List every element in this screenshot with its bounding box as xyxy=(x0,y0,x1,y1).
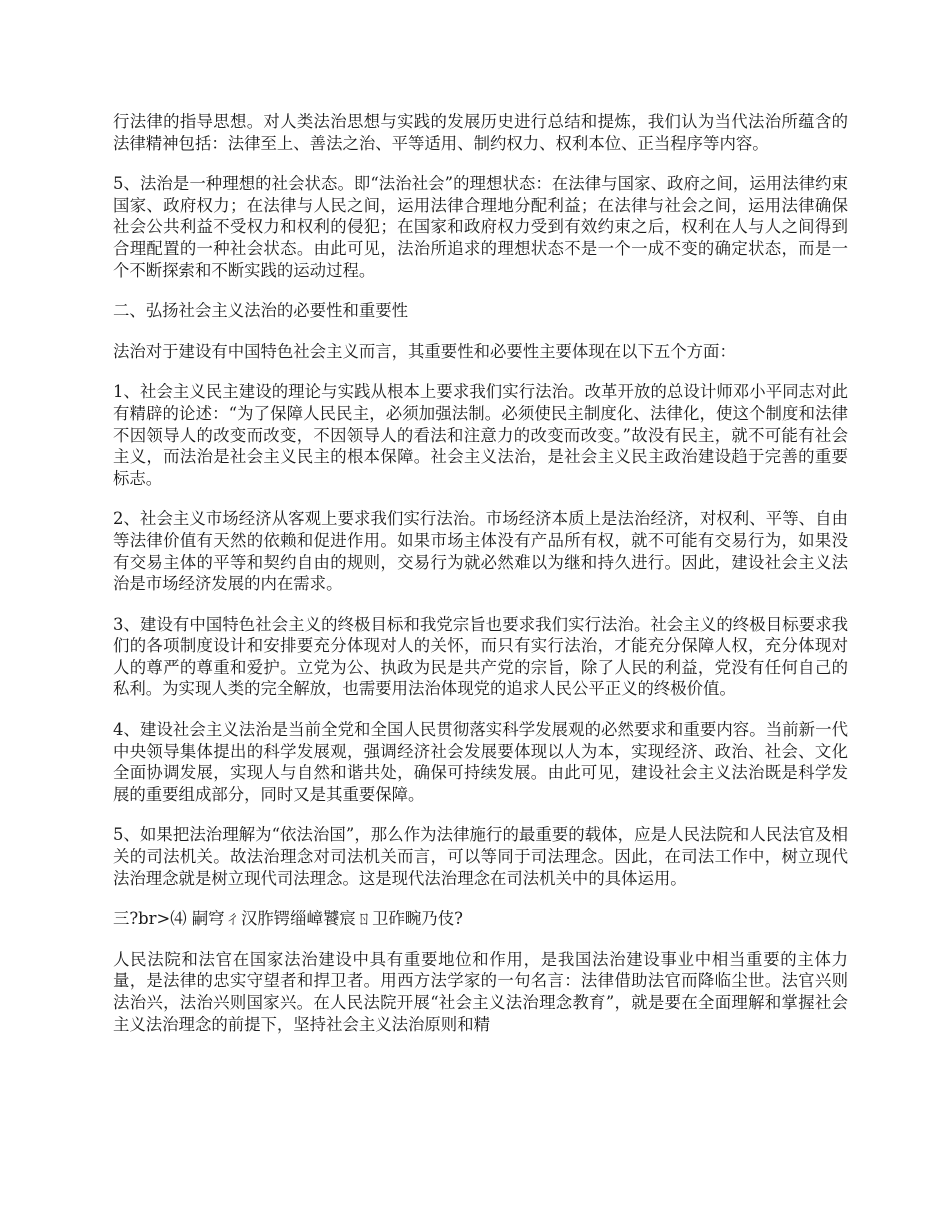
paragraph-courts-and-judges: 人民法院和法官在国家法治建设中具有重要地位和作用，是我国法治建设事业中相当重要的主体力量，是法律的忠实守望者和捍卫者。用西方法学家的一句名言：法律借助法官而降临尘世。法官兴则法治兴，法治兴则国家兴。在人民法院开展“社会主义法治理念教育”，就是要在全面理解和掌握社会主义法治理念的前提下，坚持社会主义法治原则和精 xyxy=(113,949,848,1034)
paragraph-point-3-ultimate-goal: 3、建设有中国特色社会主义的终极目标和我党宗旨也要求我们实行法治。社会主义的终极目标要求我们的各项制度设计和安排要充分体现对人的关怀，而只有实行法治，才能充分保障人权，充分体现对人的尊严的尊重和爱护。立党为公、执政为民是共产党的宗旨，除了人民的利益，党没有任何自己的私利。为实现人类的完全解放，也需要用法治体现党的追求人民公平正义的终极价值。 xyxy=(113,614,848,699)
document-body xyxy=(113,111,848,1054)
paragraph-point-2-market-economy: 2、社会主义市场经济从客观上要求我们实行法治。市场经济本质上是法治经济，对权利、平等、自由等法律价值有天然的依赖和促进作用。如果市场主体没有产品所有权，就不可能有交易行为，如果没有交易主体的平等和契约自由的规则，交易行为就必然难以为继和持久进行。因此，建设社会主义法治是市场经济发展的内在需求。 xyxy=(113,509,848,594)
paragraph-point-1-democracy: 1、社会主义民主建设的理论与实践从根本上要求我们实行法治。改革开放的总设计师邓小平同志对此有精辟的论述：“为了保障人民民主，必须加强法制。必须使民主制度化、法律化，使这个制度和法律不因领导人的改变而改变，不因领导人的看法和注意力的改变而改变。”故没有民主，就不可能有社会主义，而法治是社会主义民主的根本保障。社会主义法治，是社会主义民主政治建设趋于完善的重要标志。 xyxy=(113,382,848,488)
paragraph-intro-five-aspects: 法治对于建设有中国特色社会主义而言，其重要性和必要性主要体现在以下五个方面： xyxy=(113,341,736,361)
paragraph-point-5-judicial: 5、如果把法治理解为“依法治国”，那么作为法律施行的最重要的载体，应是人民法院和人民法官及相关的司法机关。故法治理念对司法机关而言，可以等同于司法理念。因此，在司法工作中，树立现代法治理念就是树立现代司法理念。这是现代法治理念在司法机关中的具体运用。 xyxy=(113,825,848,888)
paragraph-point-5-ideal-state: 5、法治是一种理想的社会状态。即“法治社会”的理想状态：在法律与国家、政府之间，运用法律约束国家、政府权力；在法律与人民之间，运用法律合理地分配利益；在法律与社会之间，运用法律确保社会公共利益不受权力和权利的侵犯；在国家和政府权力受到有效约束之后，权利在人与人之间得到合理配置的一种社会状态。由此可见，法治所追求的理想状态不是一个一成不变的确定状态，而是一个不断探索和不断实践的运动过程。 xyxy=(113,174,848,280)
section-heading-2: 二、弘扬社会主义法治的必要性和重要性 xyxy=(113,301,409,321)
paragraph-point-4-scientific-development: 4、建设社会主义法治是当前全党和全国人民贯彻落实科学发展观的必然要求和重要内容。当前新一代中央领导集体提出的科学发展观，强调经济社会发展要体现以人为本，实现经济、政治、社会、文化全面协调发展，实现人与自然和谐共处，确保可持续发展。由此可见，建设社会主义法治既是科学发展的重要组成部分，同时又是其重要保障。 xyxy=(113,720,848,804)
paragraph-legal-spirit: 行法律的指导思想。对人类法治思想与实践的发展历史进行总结和提炼，我们认为当代法治所蕴含的法律精神包括：法律至上、善法之治、平等适用、制约权力、权利本位、正当程序等内容。 xyxy=(113,112,848,153)
section-heading-3-garbled: 三?br>⑷ 嗣穹ㄔ汉胙锷缁嶂饕宸ㄖ卫砟畹乃伎? xyxy=(113,909,463,929)
